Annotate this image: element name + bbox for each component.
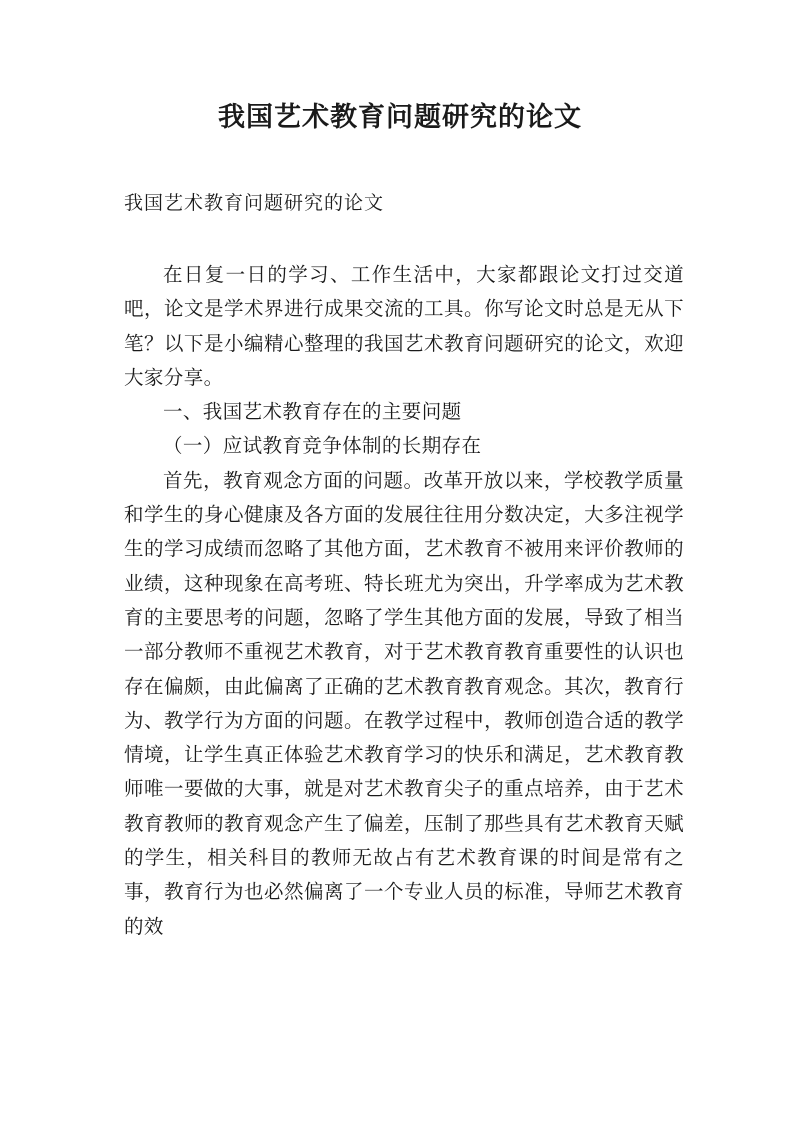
- paragraph-main: 首先，教育观念方面的问题。改革开放以来，学校教学质量和学生的身心健康及各方面的发展往往用分数决定，大多注视学生的学习成绩而忽略了其他方面，艺术教育不被用来评价教师的业绩，这种现象在高考班、特长班尤为突出，升学率成为艺术教育的主要思考的问题，忽略了学生其他方面的发展，导致了相当一部分教师不重视艺术教育，对于艺术教育教育重要性的认识也存在偏颇，由此偏离了正确的艺术教育教育观念。其次，教育行为、教学行为方面的问题。在教学过程中，教师创造合适的教学情境，让学生真正体验艺术教育学习的快乐和满足，艺术教育教师唯一要做的大事，就是对艺术教育尖子的重点培养，由于艺术教育教师的教育观念产生了偏差，压制了那些具有艺术教育天赋的学生，相关科目的教师无故占有艺术教育课的时间是常有之事，教育行为也必然偏离了一个专业人员的标准，导师艺术教育的效: [124, 468, 684, 938]
- subsection-heading: （一）应试教育竞争体制的长期存在: [163, 434, 482, 458]
- document-title: 我国艺术教育问题研究的论文: [218, 102, 582, 133]
- document-body: [124, 258, 684, 944]
- document-subtitle: 我国艺术教育问题研究的论文: [124, 192, 385, 214]
- paragraph-intro: 在日复一日的学习、工作生活中，大家都跟论文打过交道吧，论文是学术界进行成果交流的工具。你写论文时总是无从下笔？以下是小编精心整理的我国艺术教育问题研究的论文，欢迎大家分享。: [124, 263, 684, 389]
- section-heading: 一、我国艺术教育存在的主要问题: [163, 400, 462, 424]
